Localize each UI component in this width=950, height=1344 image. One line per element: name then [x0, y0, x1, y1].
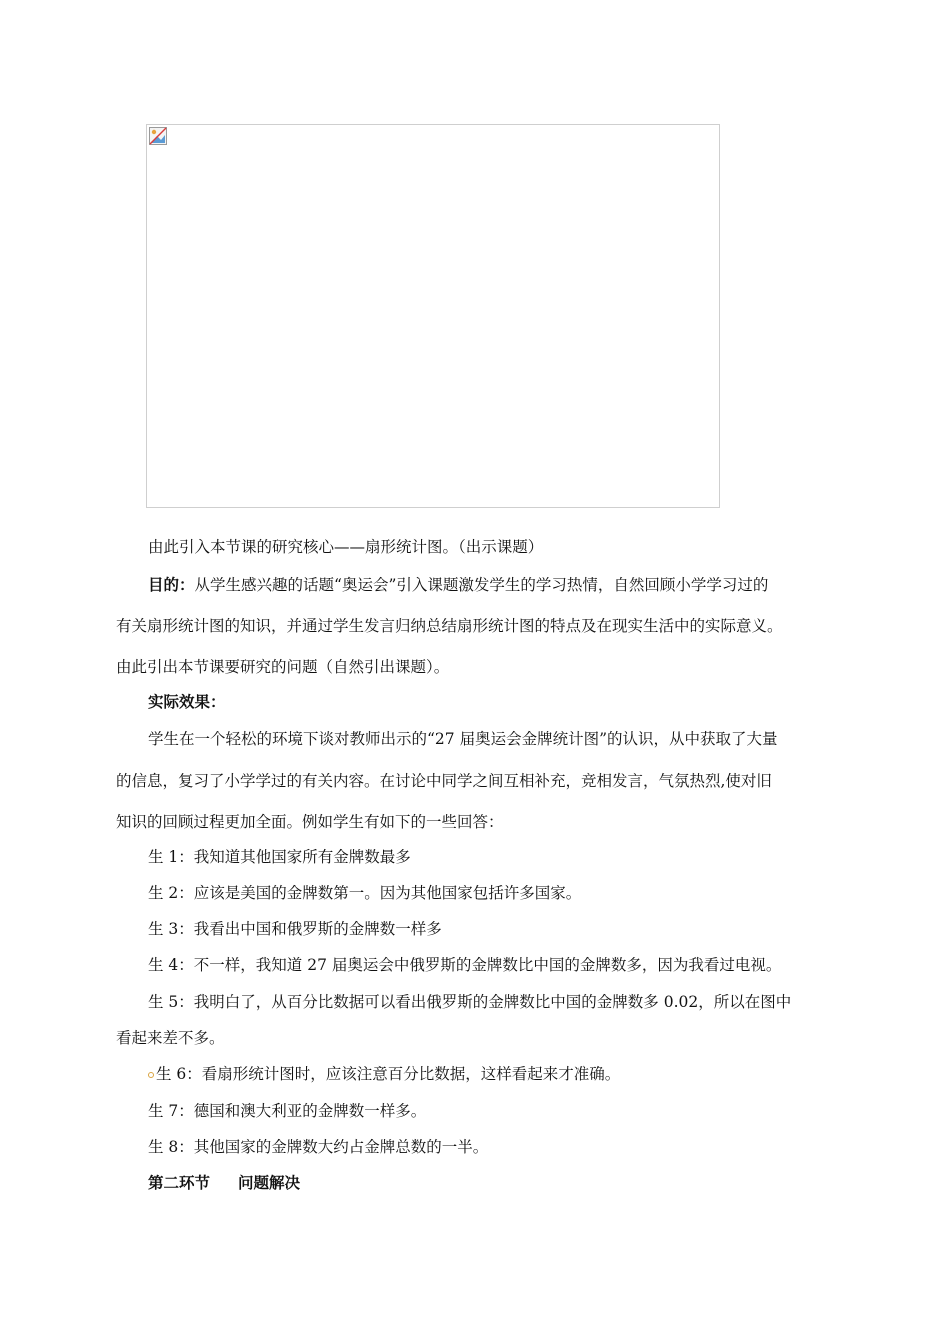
purpose-line-3: 由此引出本节课要研究的问题（自然引出课题）。: [116, 658, 450, 676]
effect-line-1: 学生在一个轻松的环境下谈对教师出示的“27 届奥运会金牌统计图”的认识，从中获取了大量: [148, 730, 778, 748]
effect-heading: 实际效果：: [148, 692, 226, 711]
answer-6-text: 生 6：看扇形统计图时，应该注意百分比数据，这样看起来才准确。: [156, 1065, 621, 1083]
purpose-line-1: [148, 575, 768, 595]
section-number: 第二环节: [148, 1173, 211, 1192]
answer-3: 生 3：我看出中国和俄罗斯的金牌数一样多: [148, 920, 442, 938]
answer-2: 生 2：应该是美国的金牌数第一。因为其他国家包括许多国家。: [148, 884, 582, 902]
intro-text: 由此引入本节课的研究核心——扇形统计图。（出示课题）: [148, 538, 544, 556]
answer-5-continued: 看起来差不多。: [116, 1029, 225, 1047]
answer-4: 生 4：不一样，我知道 27 届奥运会中俄罗斯的金牌数比中国的金牌数多，因为我看过电视。: [148, 956, 782, 974]
purpose-text-1: 从学生感兴趣的话题“奥运会”引入课题激发学生的学习热情，自然回顾小学学习过的: [194, 576, 769, 594]
answer-8: 生 8：其他国家的金牌数大约占金牌总数的一半。: [148, 1138, 489, 1156]
answer-1: 生 1：我知道其他国家所有金牌数最多: [148, 848, 411, 866]
annotation-mark-icon: [148, 1072, 154, 1078]
purpose-line-2: 有关扇形统计图的知识，并通过学生发言归纳总结扇形统计图的特点及在现实生活中的实际意义。: [116, 617, 783, 635]
effect-line-3: 知识的回顾过程更加全面。例如学生有如下的一些回答：: [116, 813, 504, 831]
answer-7: 生 7：德国和澳大利亚的金牌数一样多。: [148, 1102, 427, 1120]
effect-line-2: 的信息，复习了小学学过的有关内容。在讨论中同学之间互相补充，竞相发言，气氛热烈,使对旧: [116, 772, 772, 790]
section-title: 问题解决: [238, 1173, 301, 1192]
answer-6: [148, 1064, 620, 1084]
answer-5: 生 5：我明白了，从百分比数据可以看出俄罗斯的金牌数比中国的金牌数多 0.02，所以在图中: [148, 993, 792, 1011]
broken-image-icon: [149, 127, 167, 145]
purpose-label: 目的：: [148, 575, 195, 594]
chart-image-placeholder: [146, 124, 720, 508]
section-heading: [148, 1173, 300, 1193]
